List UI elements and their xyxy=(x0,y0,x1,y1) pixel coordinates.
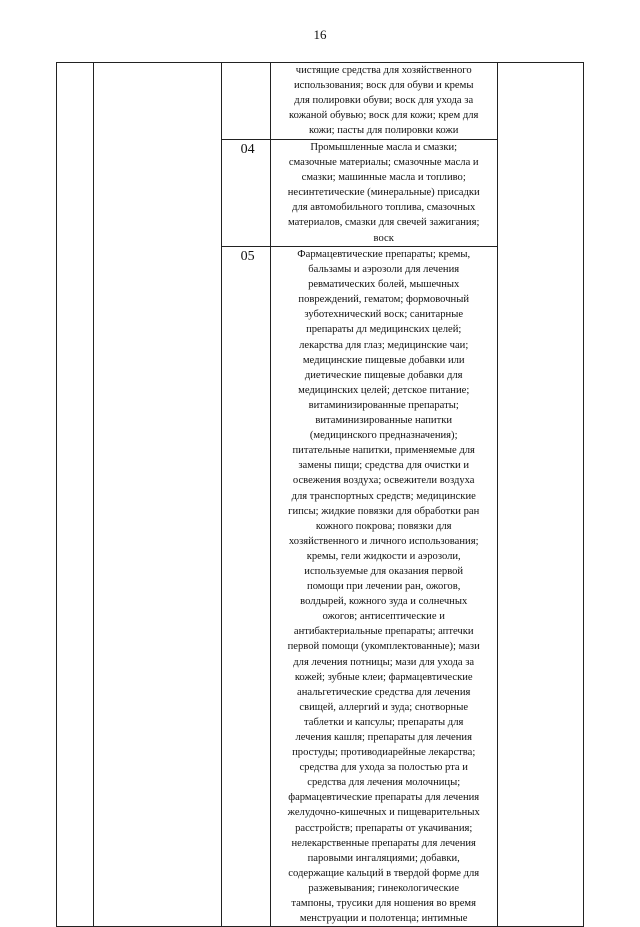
goods-text: Промышленные масла и смазки; смазочные материалы; смазочные масла и смазки; машинные масла и топливо; несинтетические (минеральные) присадки для автомобильного топлива, смазочных материалов, смазки для свечей зажигания; воск xyxy=(287,142,480,244)
goods-cell xyxy=(270,63,497,140)
class-number: 04 xyxy=(240,142,255,157)
page-number: 16 xyxy=(313,27,327,42)
goods-cell xyxy=(270,140,497,247)
goods-text: Фармацевтические препараты; кремы, бальзамы и аэрозоли для лечения ревматических болей, мышечных повреждений, гематом; формовочный зуботехнический воск; санитарные препараты дл медицинских целей; лекарства для глаз; медицинские чаи; медицинские пищевые добавки или диетические пищевые добавки для медицинских целей; детское питание; витаминизированные препараты; витаминизированные напитки (медицинского предназначения); питательные напитки, применяемые для замены пищи; средства для очистки и освежения воздуха; освежители воздуха для транспортных средств; медицинские гипсы; жидкие повязки для обработки ран кожного покрова; повязки для хозяйственного и личного использования; кремы, гели жидкости и аэрозоли, используемые для оказания первой помощи при лечении ран, ожогов, волдырей, кожного зуда и солнечных ожогов; антисептические и антибактериальные препараты; аптечки первой помощи (укомплектованные); мази для лечения потницы; мази для ухода за кожей; зубные клеи; фармацевтические анальгетические средства для лечения свищей, аллергий и зуда; снотворные таблетки и капсулы; препараты для лечения кашля; препараты для лечения простуды; противодиарейные лекарства; средства для ухода за полостью рта и средства для лечения молочницы; фармацевтические препараты для лечения желудочно-кишечных и пищеварительных расстройств; препараты от укачивания; нелекарственные препараты для лечения паровыми ингаляциями; добавки, содержащие кальций в твердой форме для разжевывания; гинекологические тампоны, трусики для ношения во время менструации и полотенца; интимные xyxy=(287,249,480,925)
empty-cell-number xyxy=(57,63,94,927)
empty-cell-description xyxy=(94,63,221,927)
goods-table xyxy=(56,62,584,927)
goods-text: чистящие средства для хозяйственного использования; воск для обуви и кремы для полировки обуви; воск для ухода за кожаной обувью; воск для кожи; крем для кожи; пасты для полировки кожи xyxy=(289,65,479,137)
empty-cell-notes xyxy=(497,63,583,927)
class-cell xyxy=(221,140,270,247)
class-cell xyxy=(221,247,270,927)
class-number xyxy=(222,63,270,65)
class-cell xyxy=(221,63,270,140)
class-number: 05 xyxy=(240,249,255,264)
table-row xyxy=(57,63,584,140)
goods-cell xyxy=(270,247,497,927)
